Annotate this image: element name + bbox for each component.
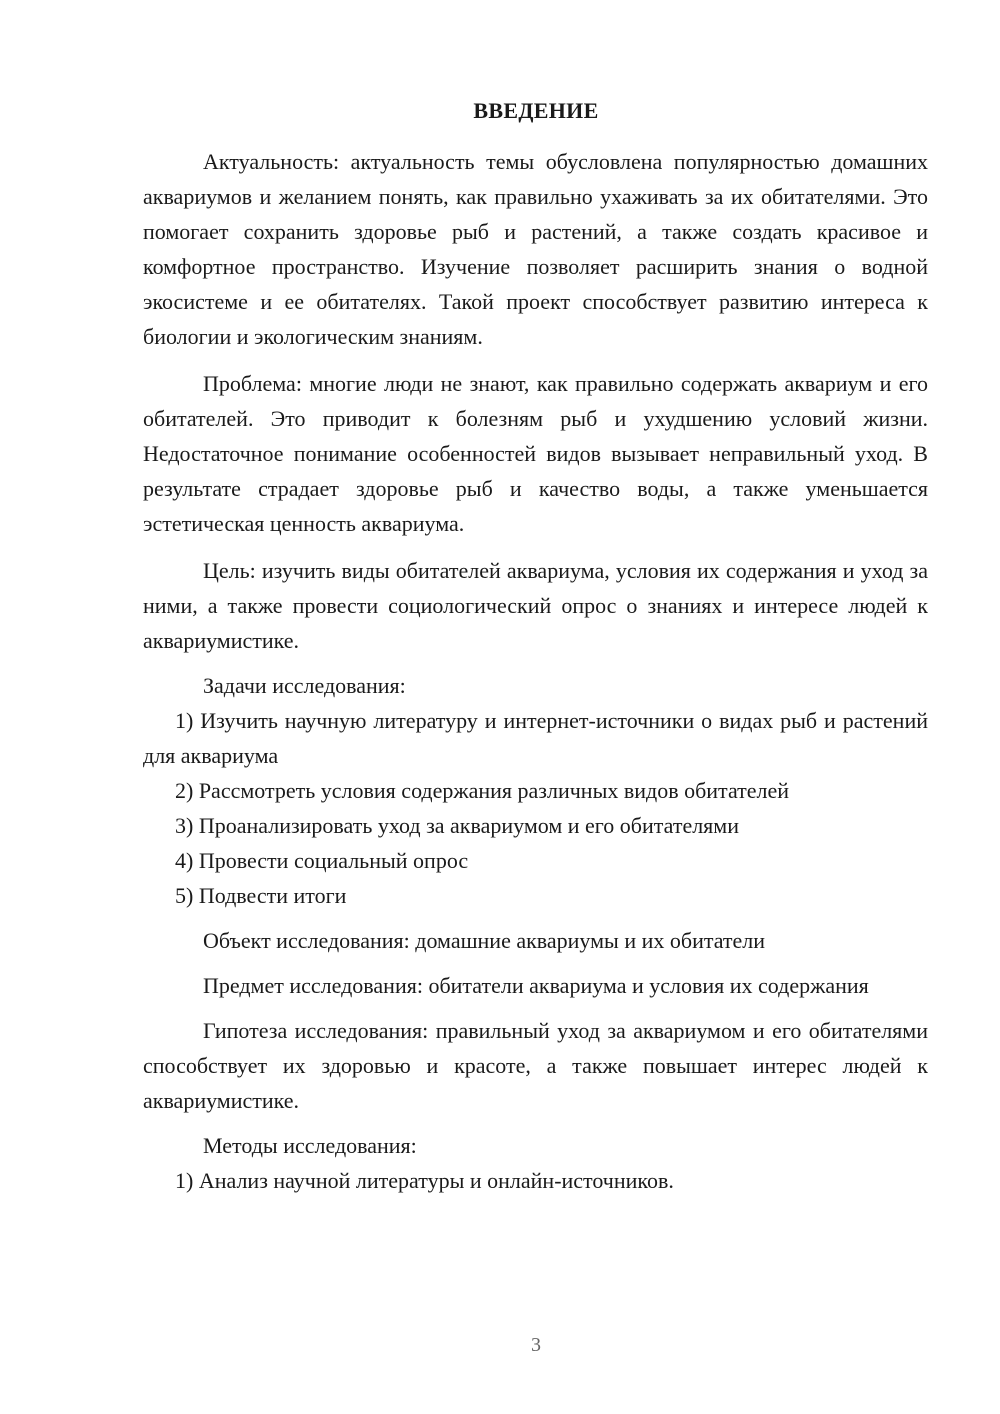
methods-heading: Методы исследования: [203,1133,417,1158]
subject-paragraph: Предмет исследования: обитатели аквариума и условия их содержания [203,973,869,998]
tasks-list [143,703,928,913]
goal-paragraph: Цель: изучить виды обитателей аквариума, условия их содержания и уход за ними, а также провести социологический опрос о знаниях и интересе людей к аквариумистике. [143,558,928,653]
object-paragraph: Объект исследования: домашние аквариумы и их обитатели [203,928,766,953]
method-item: 1) Анализ научной литературы и онлайн-источников. [175,1168,674,1193]
task-item: 2) Рассмотреть условия содержания различных видов обитателей [175,778,790,803]
task-item: 4) Провести социальный опрос [175,848,469,873]
relevance-paragraph: Актуальность: актуальность темы обусловлена популярностью домашних аквариумов и желанием понять, как правильно ухаживать за их обитателями. Это помогает сохранить здоровье рыб и растений, а также создать красивое и комфортное пространство. Изучение позволяет расширить знания о водной экосистеме и ее обитателях. Такой проект способствует развитию интереса к биологии и экологическим знаниям. [143,149,928,349]
page-number: 3 [531,1334,541,1356]
task-item: 5) Подвести итоги [175,883,347,908]
document-body [143,144,928,1198]
methods-list [143,1163,928,1198]
task-item: 3) Проанализировать уход за аквариумом и его обитателями [175,813,739,838]
problem-paragraph: Проблема: многие люди не знают, как правильно содержать аквариум и его обитателей. Это приводит к болезням рыб и ухудшению условий жизни. Недостаточное понимание особенностей видов вызывает неправильный уход. В результате страдает здоровье рыб и качество воды, а также уменьшается эстетическая ценность аквариума. [143,371,928,536]
section-title: ВВЕДЕНИЕ [473,98,599,123]
hypothesis-paragraph: Гипотеза исследования: правильный уход за аквариумом и его обитателями способствует их здоровью и красоте, а также повышает интерес людей к аквариумистике. [143,1018,928,1113]
task-item: 1) Изучить научную литературу и интернет-источники о видах рыб и растений для аквариума [143,708,928,768]
tasks-heading: Задачи исследования: [203,673,406,698]
